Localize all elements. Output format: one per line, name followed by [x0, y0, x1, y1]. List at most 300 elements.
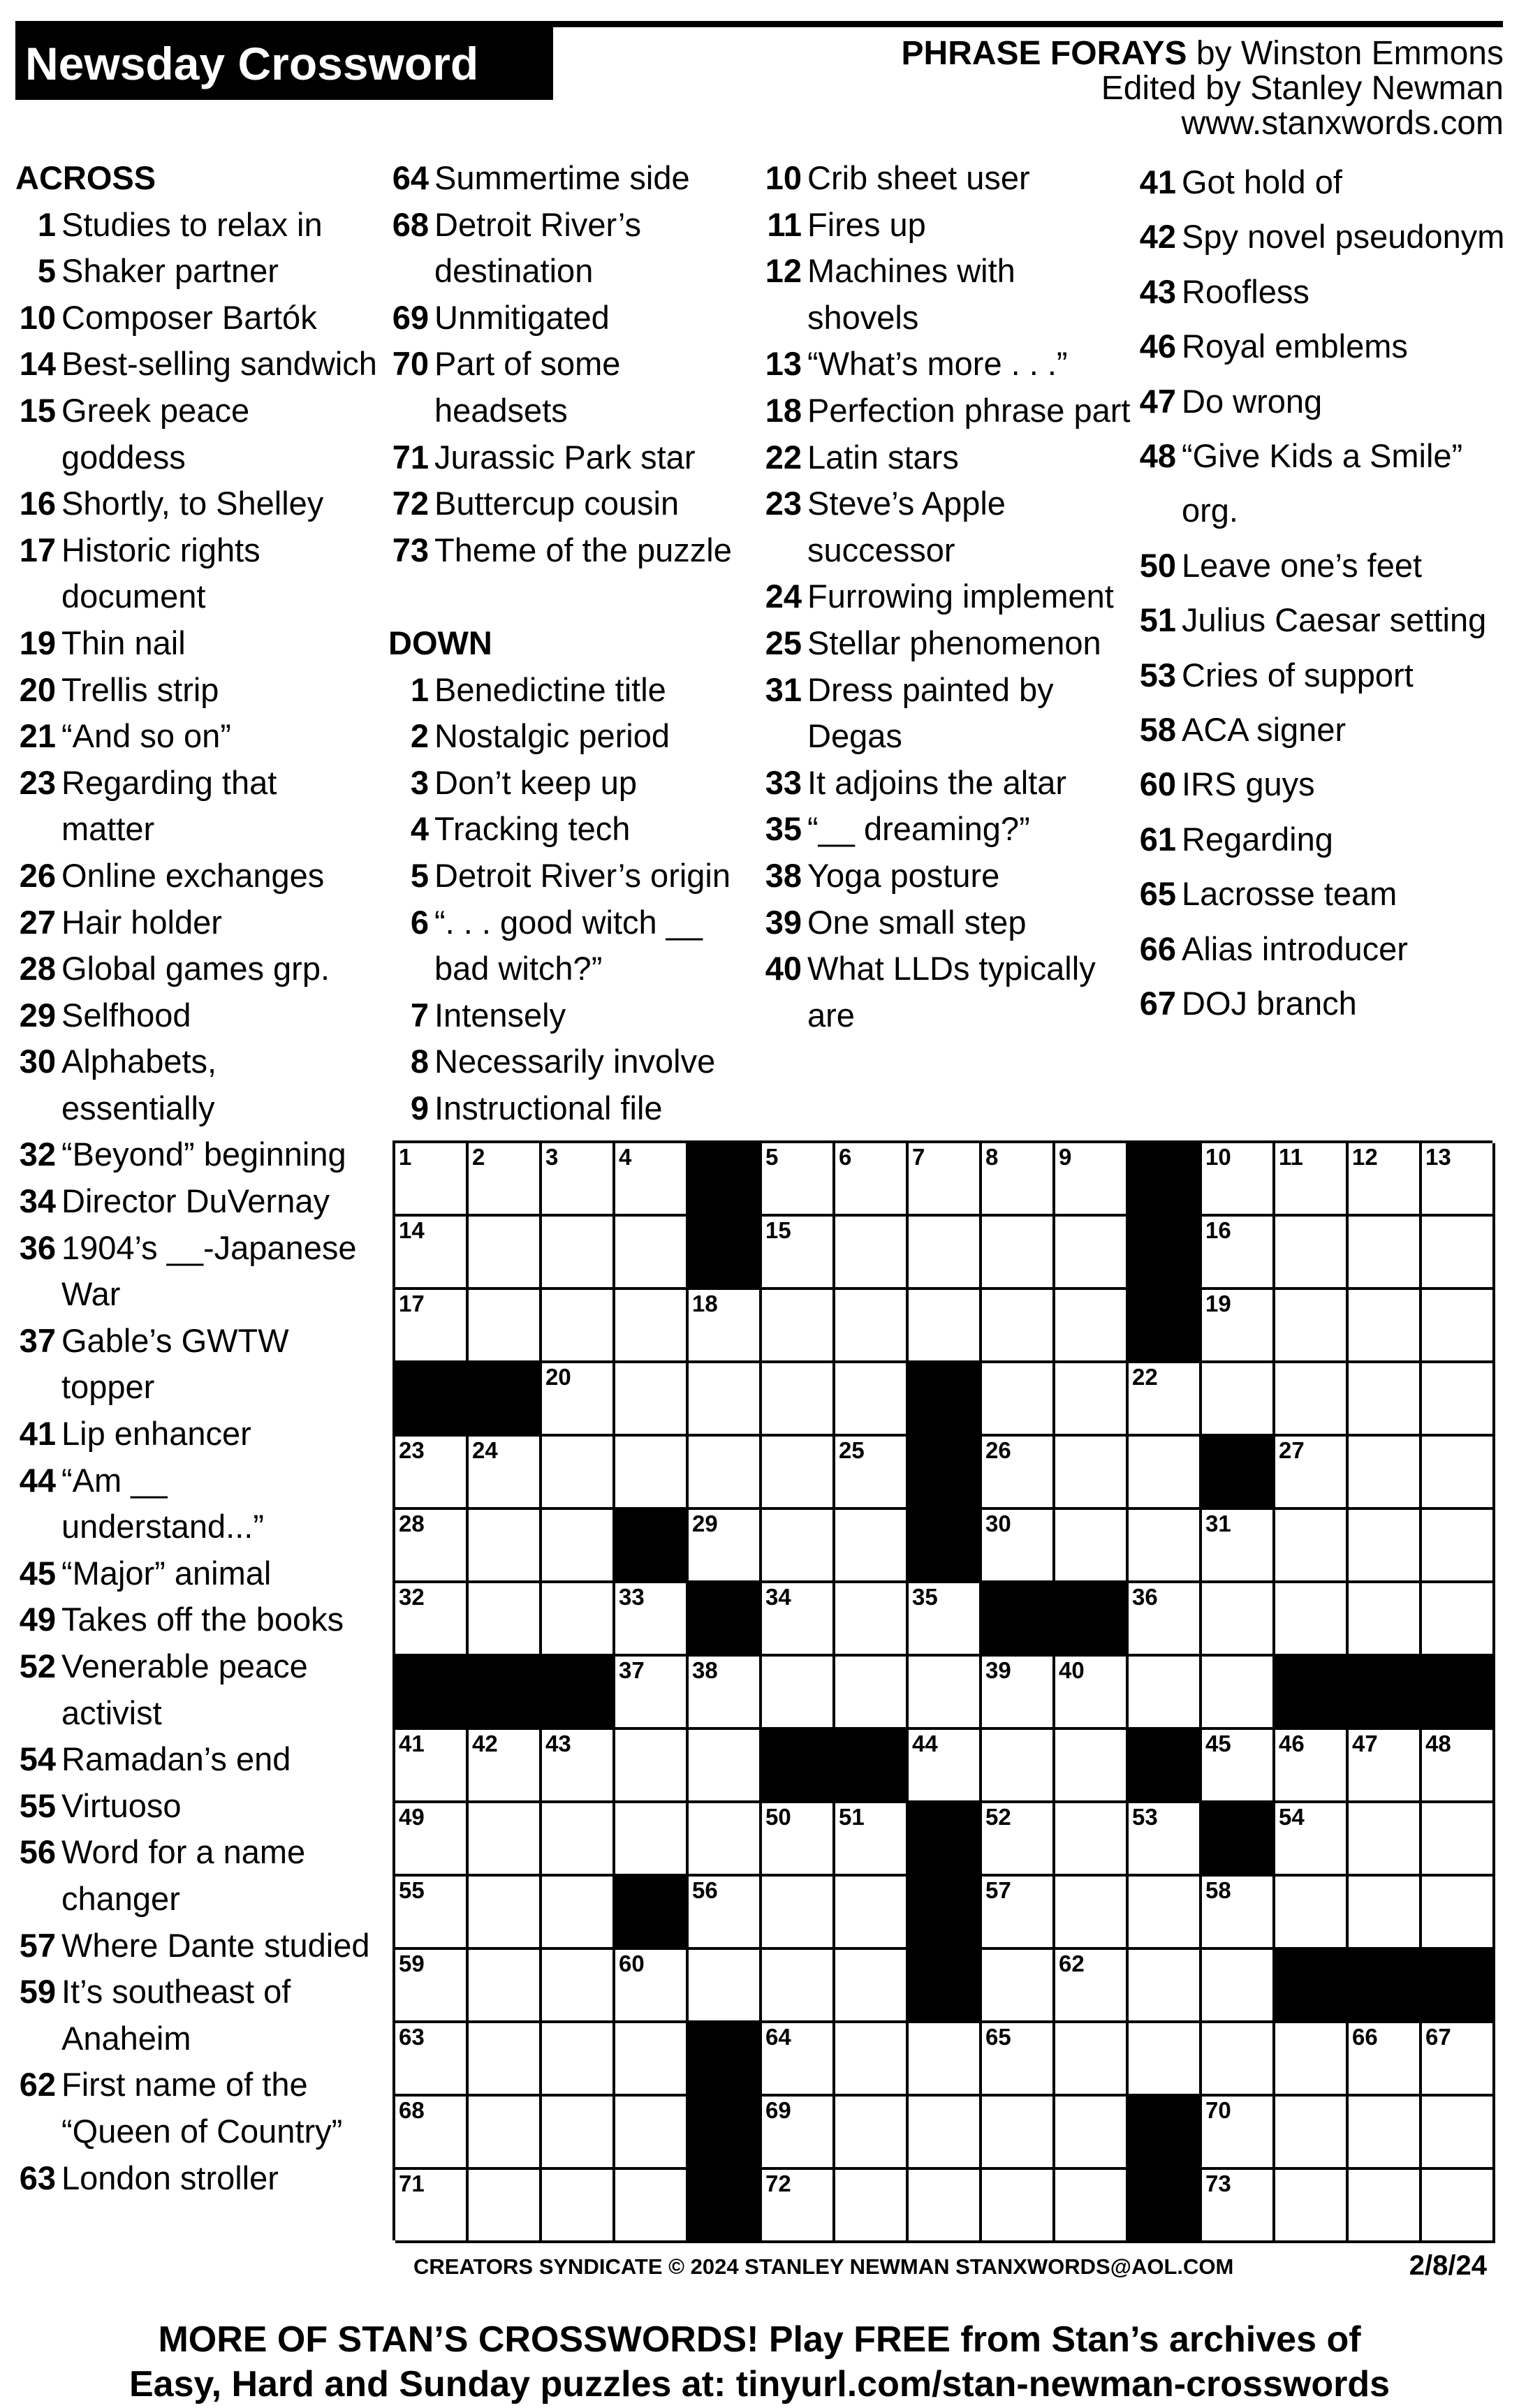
grid-cell[interactable] — [835, 1877, 909, 1950]
clue-item — [1136, 374, 1506, 429]
grid-cell[interactable] — [1349, 1143, 1422, 1217]
grid-cell[interactable] — [395, 1583, 469, 1657]
grid-block — [762, 1730, 835, 1803]
cell-number: 42 — [472, 1731, 498, 1756]
grid-cell[interactable] — [469, 1583, 542, 1657]
grid-cell[interactable] — [982, 1510, 1055, 1583]
cell-number: 51 — [839, 1804, 865, 1830]
grid-cell[interactable] — [1349, 1583, 1422, 1657]
grid-cell[interactable] — [1275, 1510, 1349, 1583]
grid-cell[interactable] — [982, 2023, 1055, 2097]
newsday-logo: Newsday Crossword — [15, 27, 553, 100]
grid-cell[interactable] — [469, 1803, 542, 1877]
clue-number: 23 — [765, 485, 802, 522]
grid-cell[interactable] — [1055, 1363, 1129, 1437]
grid-cell[interactable] — [835, 1437, 909, 1510]
clue-text: Director DuVernay — [61, 1182, 330, 1220]
grid-cell[interactable] — [1275, 1877, 1349, 1950]
cell-number: 8 — [985, 1144, 999, 1170]
clue-number: 35 — [765, 810, 802, 848]
grid-cell[interactable] — [1275, 1290, 1349, 1363]
grid-cell[interactable] — [1422, 1803, 1495, 1877]
grid-cell[interactable] — [1202, 1877, 1275, 1950]
grid-cell[interactable] — [835, 2170, 909, 2243]
grid-cell[interactable] — [1202, 1290, 1275, 1363]
grid-cell[interactable] — [762, 1510, 835, 1583]
grid-cell[interactable] — [615, 1143, 689, 1217]
grid-cell[interactable] — [909, 1290, 982, 1363]
grid-cell[interactable] — [909, 2023, 982, 2097]
grid-cell[interactable] — [689, 1803, 762, 1877]
grid-cell[interactable] — [982, 1437, 1055, 1510]
grid-cell[interactable] — [395, 1217, 469, 1290]
byline — [902, 36, 1504, 141]
clue-item — [15, 1458, 379, 1550]
clue-number: 31 — [765, 670, 802, 708]
grid-cell[interactable] — [542, 1217, 615, 1290]
clue-number: 12 — [765, 252, 802, 290]
grid-cell[interactable] — [1202, 1730, 1275, 1803]
grid-cell[interactable] — [615, 1290, 689, 1363]
clue-item — [388, 155, 751, 202]
grid-cell[interactable] — [1349, 1290, 1422, 1363]
grid-cell[interactable] — [1055, 1290, 1129, 1363]
grid-cell[interactable] — [395, 1950, 469, 2023]
grid-cell[interactable] — [1202, 2097, 1275, 2170]
clue-number: 21 — [19, 717, 56, 755]
grid-cell[interactable] — [689, 1510, 762, 1583]
grid-cell[interactable] — [1202, 1583, 1275, 1657]
clue-number: 51 — [1139, 601, 1176, 639]
grid-cell[interactable] — [469, 1290, 542, 1363]
clue-number: 6 — [410, 903, 429, 941]
cell-number: 28 — [399, 1511, 425, 1536]
grid-cell[interactable] — [469, 1143, 542, 1217]
cell-number: 19 — [1205, 1291, 1231, 1316]
clue-number: 7 — [410, 996, 429, 1034]
clue-number: 36 — [19, 1228, 56, 1266]
grid-cell[interactable] — [469, 1877, 542, 1950]
grid-cell[interactable] — [982, 1657, 1055, 1730]
clue-item — [1136, 265, 1506, 319]
grid-cell[interactable] — [689, 1877, 762, 1950]
cell-number: 25 — [839, 1437, 865, 1463]
grid-cell[interactable] — [1349, 1363, 1422, 1437]
clue-number: 61 — [1139, 820, 1176, 858]
grid-cell[interactable] — [909, 1143, 982, 1217]
grid-block — [982, 1583, 1055, 1657]
grid-cell[interactable] — [469, 2097, 542, 2170]
grid-cell[interactable] — [909, 1217, 982, 1290]
clue-item — [15, 1131, 379, 1178]
grid-cell[interactable] — [1129, 1877, 1202, 1950]
grid-cell[interactable] — [982, 1803, 1055, 1877]
grid-cell[interactable] — [542, 1803, 615, 1877]
grid-cell[interactable] — [395, 1143, 469, 1217]
grid-cell[interactable] — [835, 2097, 909, 2170]
grid-cell[interactable] — [542, 1437, 615, 1510]
clue-number: 53 — [1139, 656, 1176, 693]
grid-cell[interactable] — [1055, 1217, 1129, 1290]
clue-text: “. . . good witch __ bad witch?” — [434, 903, 703, 988]
clue-number: 37 — [19, 1321, 56, 1359]
clue-item — [388, 434, 751, 481]
grid-cell[interactable] — [1422, 1363, 1495, 1437]
grid-cell[interactable] — [762, 2170, 835, 2243]
grid-cell[interactable] — [1202, 2170, 1275, 2243]
grid-cell[interactable] — [1422, 2097, 1495, 2170]
grid-cell[interactable] — [542, 2097, 615, 2170]
clue-number: 4 — [410, 810, 429, 848]
grid-cell[interactable] — [835, 2023, 909, 2097]
grid-cell[interactable] — [395, 1803, 469, 1877]
clue-item — [15, 900, 379, 946]
grid-cell[interactable] — [542, 1290, 615, 1363]
grid-cell[interactable] — [1129, 1657, 1202, 1730]
grid-cell[interactable] — [909, 2170, 982, 2243]
grid-cell[interactable] — [762, 1217, 835, 1290]
grid-cell[interactable] — [615, 1217, 689, 1290]
grid-cell[interactable] — [689, 1657, 762, 1730]
clue-text: Gable’s GWTW topper — [61, 1321, 289, 1406]
cell-number: 66 — [1352, 2024, 1378, 2050]
grid-cell[interactable] — [762, 1583, 835, 1657]
grid-cell[interactable] — [615, 1363, 689, 1437]
grid-cell[interactable] — [615, 2023, 689, 2097]
clue-item — [15, 295, 379, 342]
clue-item — [15, 992, 379, 1039]
grid-cell[interactable] — [1055, 1730, 1129, 1803]
grid-cell[interactable] — [762, 2023, 835, 2097]
clue-text: “Major” animal — [61, 1554, 272, 1592]
grid-cell[interactable] — [762, 1290, 835, 1363]
grid-cell[interactable] — [615, 1583, 689, 1657]
grid-cell[interactable] — [835, 1950, 909, 2023]
grid-cell[interactable] — [1055, 1877, 1129, 1950]
grid-cell[interactable] — [615, 1950, 689, 2023]
grid-cell[interactable] — [1202, 1143, 1275, 1217]
grid-cell[interactable] — [1349, 1510, 1422, 1583]
grid-block — [909, 1363, 982, 1437]
grid-cell[interactable] — [835, 1143, 909, 1217]
cell-number: 40 — [1059, 1657, 1085, 1683]
cell-number: 34 — [765, 1584, 791, 1610]
clue-text: Alias introducer — [1182, 930, 1408, 967]
grid-cell[interactable] — [395, 1290, 469, 1363]
across-heading: ACROSS — [15, 159, 156, 196]
clue-number: 27 — [19, 903, 56, 941]
grid-cell[interactable] — [1349, 2170, 1422, 2243]
grid-cell[interactable] — [542, 1730, 615, 1803]
grid-cell[interactable] — [982, 1217, 1055, 1290]
clue-text: Dress painted by Degas — [807, 670, 1054, 755]
grid-cell[interactable] — [1055, 2170, 1129, 2243]
grid-block — [689, 1217, 762, 1290]
grid-cell[interactable] — [395, 2097, 469, 2170]
puzzle-title: PHRASE FORAYS — [901, 35, 1187, 72]
clue-text: “Beyond” beginning — [61, 1136, 346, 1173]
grid-cell[interactable] — [689, 1437, 762, 1510]
cell-number: 43 — [545, 1731, 571, 1756]
clue-number: 71 — [392, 438, 429, 476]
clue-item — [15, 853, 379, 900]
clue-item — [15, 1318, 379, 1411]
grid-cell[interactable] — [1275, 1143, 1349, 1217]
clue-item — [15, 1550, 379, 1597]
grid-cell[interactable] — [689, 1950, 762, 2023]
grid-cell[interactable] — [1055, 2023, 1129, 2097]
clue-item — [15, 1969, 379, 2062]
grid-cell[interactable] — [1055, 1143, 1129, 1217]
grid-cell[interactable] — [1275, 2097, 1349, 2170]
clue-number: 40 — [765, 950, 802, 988]
grid-cell[interactable] — [1349, 1730, 1422, 1803]
grid-cell[interactable] — [1055, 1950, 1129, 2023]
grid-cell[interactable] — [689, 1363, 762, 1437]
grid-cell[interactable] — [395, 1877, 469, 1950]
clue-number: 11 — [767, 205, 802, 243]
grid-cell[interactable] — [689, 1730, 762, 1803]
grid-cell[interactable] — [1129, 1363, 1202, 1437]
clue-item — [15, 946, 379, 992]
clue-item — [1136, 703, 1506, 757]
grid-cell[interactable] — [909, 2097, 982, 2170]
grid-cell[interactable] — [542, 2023, 615, 2097]
clue-text: IRS guys — [1182, 765, 1315, 803]
grid-cell[interactable] — [762, 1143, 835, 1217]
grid-cell[interactable] — [835, 1217, 909, 1290]
grid-cell[interactable] — [1129, 1583, 1202, 1657]
cell-number: 20 — [545, 1364, 571, 1390]
clue-item — [761, 341, 1131, 388]
grid-cell[interactable] — [469, 1730, 542, 1803]
clue-text: Crib sheet user — [807, 159, 1030, 196]
grid-cell[interactable] — [1275, 1437, 1349, 1510]
grid-cell[interactable] — [982, 2097, 1055, 2170]
grid-cell[interactable] — [615, 2170, 689, 2243]
clue-item — [761, 806, 1131, 853]
cell-number: 23 — [399, 1437, 425, 1463]
grid-cell[interactable] — [1349, 1877, 1422, 1950]
grid-cell[interactable] — [1349, 1803, 1422, 1877]
grid-cell[interactable] — [982, 1290, 1055, 1363]
grid-cell[interactable] — [835, 1363, 909, 1437]
cell-number: 29 — [692, 1511, 718, 1536]
clue-text: Takes off the books — [61, 1601, 344, 1638]
grid-cell[interactable] — [909, 1657, 982, 1730]
grid-cell[interactable] — [395, 1730, 469, 1803]
grid-cell[interactable] — [1422, 1730, 1495, 1803]
clue-text: Composer Bartók — [61, 298, 317, 336]
cell-number: 1 — [399, 1144, 412, 1170]
grid-cell[interactable] — [1202, 1657, 1275, 1730]
grid-cell[interactable] — [1129, 1950, 1202, 2023]
grid-cell[interactable] — [982, 1730, 1055, 1803]
grid-cell[interactable] — [469, 2170, 542, 2243]
grid-cell[interactable] — [1422, 1143, 1495, 1217]
grid-cell[interactable] — [542, 1950, 615, 2023]
grid-cell[interactable] — [469, 1950, 542, 2023]
grid-cell[interactable] — [542, 2170, 615, 2243]
grid-cell[interactable] — [395, 1510, 469, 1583]
grid-cell[interactable] — [542, 1583, 615, 1657]
grid-cell[interactable] — [1275, 2170, 1349, 2243]
grid-cell[interactable] — [982, 1877, 1055, 1950]
grid-cell[interactable] — [1275, 1730, 1349, 1803]
clue-number: 20 — [19, 670, 56, 708]
grid-cell[interactable] — [1055, 1510, 1129, 1583]
grid-cell[interactable] — [542, 1143, 615, 1217]
grid-cell[interactable] — [835, 1510, 909, 1583]
grid-cell[interactable] — [1275, 1363, 1349, 1437]
grid-cell[interactable] — [1422, 1877, 1495, 1950]
clue-item — [1136, 319, 1506, 374]
grid-cell[interactable] — [542, 1877, 615, 1950]
grid-cell[interactable] — [835, 1803, 909, 1877]
clue-item — [15, 620, 379, 667]
grid-cell[interactable] — [1055, 1437, 1129, 1510]
grid-cell[interactable] — [762, 1363, 835, 1437]
clue-column-2 — [388, 155, 751, 1131]
grid-cell[interactable] — [982, 2170, 1055, 2243]
grid-cell[interactable] — [542, 1363, 615, 1437]
grid-cell[interactable] — [1349, 1217, 1422, 1290]
grid-cell[interactable] — [1129, 2023, 1202, 2097]
clue-item — [15, 1923, 379, 1969]
grid-cell[interactable] — [1422, 1437, 1495, 1510]
grid-cell[interactable] — [762, 1803, 835, 1877]
grid-cell[interactable] — [615, 1657, 689, 1730]
clue-item — [761, 946, 1131, 1038]
cell-number: 67 — [1425, 2024, 1451, 2050]
grid-cell[interactable] — [395, 2170, 469, 2243]
grid-cell[interactable] — [689, 1290, 762, 1363]
grid-cell[interactable] — [762, 1437, 835, 1510]
clue-number: 2 — [410, 717, 429, 755]
grid-cell[interactable] — [1275, 1803, 1349, 1877]
grid-block — [1422, 1657, 1495, 1730]
grid-cell[interactable] — [835, 1583, 909, 1657]
grid-cell[interactable] — [395, 2023, 469, 2097]
clue-item — [388, 341, 751, 434]
grid-cell[interactable] — [1422, 2170, 1495, 2243]
clue-text: Virtuoso — [61, 1786, 182, 1824]
cell-number: 44 — [912, 1731, 938, 1756]
clue-number: 32 — [19, 1136, 56, 1173]
grid-cell[interactable] — [762, 1657, 835, 1730]
clue-item — [388, 1038, 751, 1085]
clue-number: 56 — [19, 1833, 56, 1871]
clue-text: London stroller — [61, 2159, 279, 2196]
grid-cell[interactable] — [469, 2023, 542, 2097]
grid-cell[interactable] — [982, 1950, 1055, 2023]
clue-text: Historic rights document — [61, 531, 260, 615]
grid-cell[interactable] — [395, 1437, 469, 1510]
clue-text: Shaker partner — [61, 252, 279, 290]
grid-cell[interactable] — [835, 1657, 909, 1730]
grid-block — [1275, 1657, 1349, 1730]
grid-cell[interactable] — [762, 1950, 835, 2023]
clue-number: 24 — [765, 578, 802, 615]
grid-cell[interactable] — [1349, 1437, 1422, 1510]
grid-cell[interactable] — [615, 2097, 689, 2170]
grid-cell[interactable] — [1349, 2023, 1422, 2097]
grid-cell[interactable] — [1349, 2097, 1422, 2170]
grid-cell[interactable] — [1055, 1803, 1129, 1877]
grid-cell[interactable] — [1129, 1437, 1202, 1510]
clue-number: 58 — [1139, 711, 1176, 749]
grid-cell[interactable] — [1422, 1510, 1495, 1583]
grid-cell[interactable] — [1055, 2097, 1129, 2170]
clue-item — [761, 434, 1131, 481]
clue-text: Thin nail — [61, 624, 186, 661]
grid-cell[interactable] — [1422, 1290, 1495, 1363]
grid-cell[interactable] — [835, 1290, 909, 1363]
grid-cell[interactable] — [1275, 2023, 1349, 2097]
clue-number: 67 — [1139, 985, 1176, 1022]
clue-column-4 — [1136, 155, 1506, 1032]
clue-text: It’s southeast of Anaheim — [61, 1973, 291, 2057]
grid-cell[interactable] — [762, 1877, 835, 1950]
grid-cell[interactable] — [1202, 2023, 1275, 2097]
grid-cell[interactable] — [982, 1143, 1055, 1217]
cell-number: 73 — [1205, 2171, 1231, 2196]
cell-number: 72 — [765, 2171, 791, 2196]
clue-text: “Am __ understand...” — [61, 1461, 265, 1546]
clue-item — [15, 1178, 379, 1225]
cell-number: 27 — [1279, 1437, 1305, 1463]
promo — [0, 2317, 1519, 2407]
grid-cell[interactable] — [1422, 1583, 1495, 1657]
grid-cell[interactable] — [1422, 1217, 1495, 1290]
grid-cell[interactable] — [1129, 1510, 1202, 1583]
grid-cell[interactable] — [1129, 1803, 1202, 1877]
grid-cell[interactable] — [1275, 1583, 1349, 1657]
clue-number: 33 — [765, 763, 802, 801]
clue-item — [761, 155, 1131, 202]
clue-number: 52 — [19, 1647, 56, 1684]
clue-number: 48 — [1139, 437, 1176, 475]
grid-block — [1055, 1583, 1129, 1657]
grid-cell[interactable] — [982, 1363, 1055, 1437]
grid-cell[interactable] — [615, 1803, 689, 1877]
editor: Edited by Stanley Newman — [1101, 70, 1504, 107]
grid-cell[interactable] — [909, 1583, 982, 1657]
grid-block — [909, 1437, 982, 1510]
grid-cell[interactable] — [1055, 1657, 1129, 1730]
grid-cell[interactable] — [1202, 1217, 1275, 1290]
clue-number: 1 — [410, 670, 429, 708]
grid-cell[interactable] — [1202, 1363, 1275, 1437]
grid-cell[interactable] — [469, 1217, 542, 1290]
grid-cell[interactable] — [1422, 2023, 1495, 2097]
grid-cell[interactable] — [615, 1730, 689, 1803]
grid-cell[interactable] — [1202, 1510, 1275, 1583]
grid-cell[interactable] — [615, 1437, 689, 1510]
grid-cell[interactable] — [542, 1510, 615, 1583]
grid-cell[interactable] — [909, 1730, 982, 1803]
cell-number: 60 — [619, 1951, 645, 1976]
crossword-grid[interactable] — [392, 1140, 1492, 2240]
grid-cell[interactable] — [469, 1510, 542, 1583]
clue-text: Spy novel pseudonym — [1182, 218, 1505, 256]
website[interactable]: www.stanxwords.com — [1181, 105, 1504, 142]
grid-cell[interactable] — [469, 1437, 542, 1510]
grid-cell[interactable] — [1275, 1217, 1349, 1290]
grid-cell[interactable] — [762, 2097, 835, 2170]
clue-text: Studies to relax in — [61, 205, 323, 243]
grid-cell[interactable] — [1202, 1950, 1275, 2023]
